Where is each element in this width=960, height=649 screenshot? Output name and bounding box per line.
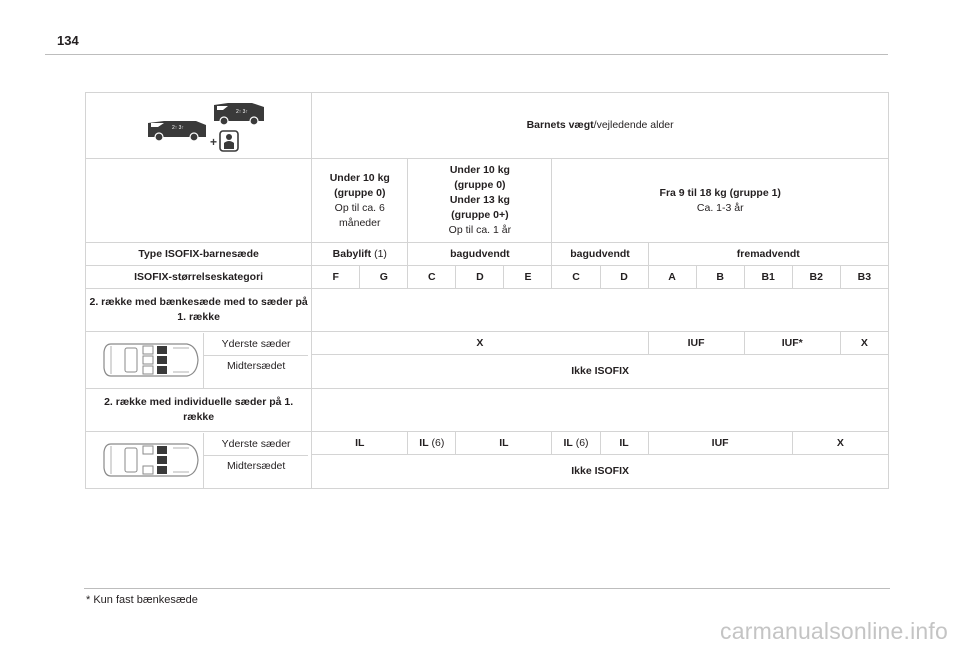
x-cell: X: [792, 432, 888, 455]
rear-facing-cell: bagudvendt: [408, 243, 552, 266]
vehicle-icon-cell: [86, 93, 312, 159]
car-seat-layout-icon: [101, 438, 201, 482]
empty-cell: [86, 159, 312, 243]
outer-seats-row-2: [86, 432, 889, 455]
size-cat-cell: D: [600, 266, 648, 289]
svg-text:2↑ 3↑: 2↑ 3↑: [235, 109, 248, 115]
size-cat-cell: C: [552, 266, 600, 289]
group-0-cell: Under 10 kg (gruppe 0) Op til ca. 6 måneder: [312, 159, 408, 243]
middle-seat-label: Midtersædet: [226, 359, 286, 372]
footnote: * Kun fast bænkesæde: [86, 594, 198, 606]
forward-facing-cell: fremadvendt: [648, 243, 888, 266]
footer-divider: [84, 588, 890, 589]
il-note-cell: IL (6): [408, 432, 456, 455]
section-title: 2. række med individuelle sæder på 1. række: [86, 389, 312, 432]
size-cat-cell: B1: [744, 266, 792, 289]
weight-group-row: [86, 159, 889, 243]
size-cat-cell: C: [408, 266, 456, 289]
watermark: carmanualsonline.info: [720, 618, 948, 644]
outer-seats-label: Yderste sæder: [204, 333, 308, 356]
outer-iuf-star-cell: IUF*: [744, 332, 840, 355]
iuf-cell: IUF: [648, 432, 792, 455]
size-cat-cell: D: [456, 266, 504, 289]
outer-iuf-cell: IUF: [648, 332, 744, 355]
seat-layout-cell: [86, 332, 312, 389]
size-cat-cell: B2: [792, 266, 840, 289]
svg-text:+: +: [209, 135, 217, 149]
babylift-cell: Babylift (1): [312, 243, 408, 266]
top-divider: [45, 54, 888, 55]
group-1-cell: Fra 9 til 18 kg (gruppe 1) Ca. 1-3 år: [552, 159, 889, 243]
outer-seats-label: Yderste sæder: [204, 433, 308, 456]
group-0plus-cell: Under 10 kg (gruppe 0) Under 13 kg (gruppe 0+) Op til ca. 1 år: [408, 159, 552, 243]
seat-layout-cell: [86, 432, 312, 489]
size-cat-cell: B3: [840, 266, 888, 289]
section-bench-row: [86, 289, 889, 332]
middle-seat-label: Midtersædet: [226, 459, 286, 472]
vans-with-child-seat-icon: [124, 93, 274, 153]
car-seat-layout-icon: [101, 338, 201, 382]
header-row: [86, 93, 889, 159]
il-cell: IL: [600, 432, 648, 455]
rear-facing-cell-2: bagudvendt: [552, 243, 648, 266]
il-note-cell: IL (6): [552, 432, 600, 455]
middle-not-isofix-cell: Ikke ISOFIX: [312, 455, 889, 489]
child-weight-header: Barnets vægt/vejledende alder: [312, 93, 889, 159]
section-individual-row: [86, 389, 889, 432]
il-cell: IL: [312, 432, 408, 455]
isofix-table: [85, 92, 889, 489]
outer-x2-cell: X: [840, 332, 888, 355]
il-cell: IL: [456, 432, 552, 455]
size-cat-cell: E: [504, 266, 552, 289]
empty-cell: [312, 289, 889, 332]
seat-type-label: Type ISOFIX-barnesæde: [86, 243, 312, 266]
size-category-row: [86, 266, 889, 289]
size-cat-cell: B: [696, 266, 744, 289]
size-cat-cell: A: [648, 266, 696, 289]
section-title: 2. række med bænkesæde med to sæder på 1. række: [86, 289, 312, 332]
seat-type-row: [86, 243, 889, 266]
page-number: 134: [57, 33, 79, 48]
empty-cell: [312, 389, 889, 432]
outer-x-cell: X: [312, 332, 648, 355]
outer-seats-row: [86, 332, 889, 355]
size-cat-cell: G: [360, 266, 408, 289]
svg-text:2↑ 3↑: 2↑ 3↑: [171, 125, 184, 131]
middle-not-isofix-cell: Ikke ISOFIX: [312, 355, 889, 389]
size-category-label: ISOFIX-størrelseskategori: [86, 266, 312, 289]
size-cat-cell: F: [312, 266, 360, 289]
